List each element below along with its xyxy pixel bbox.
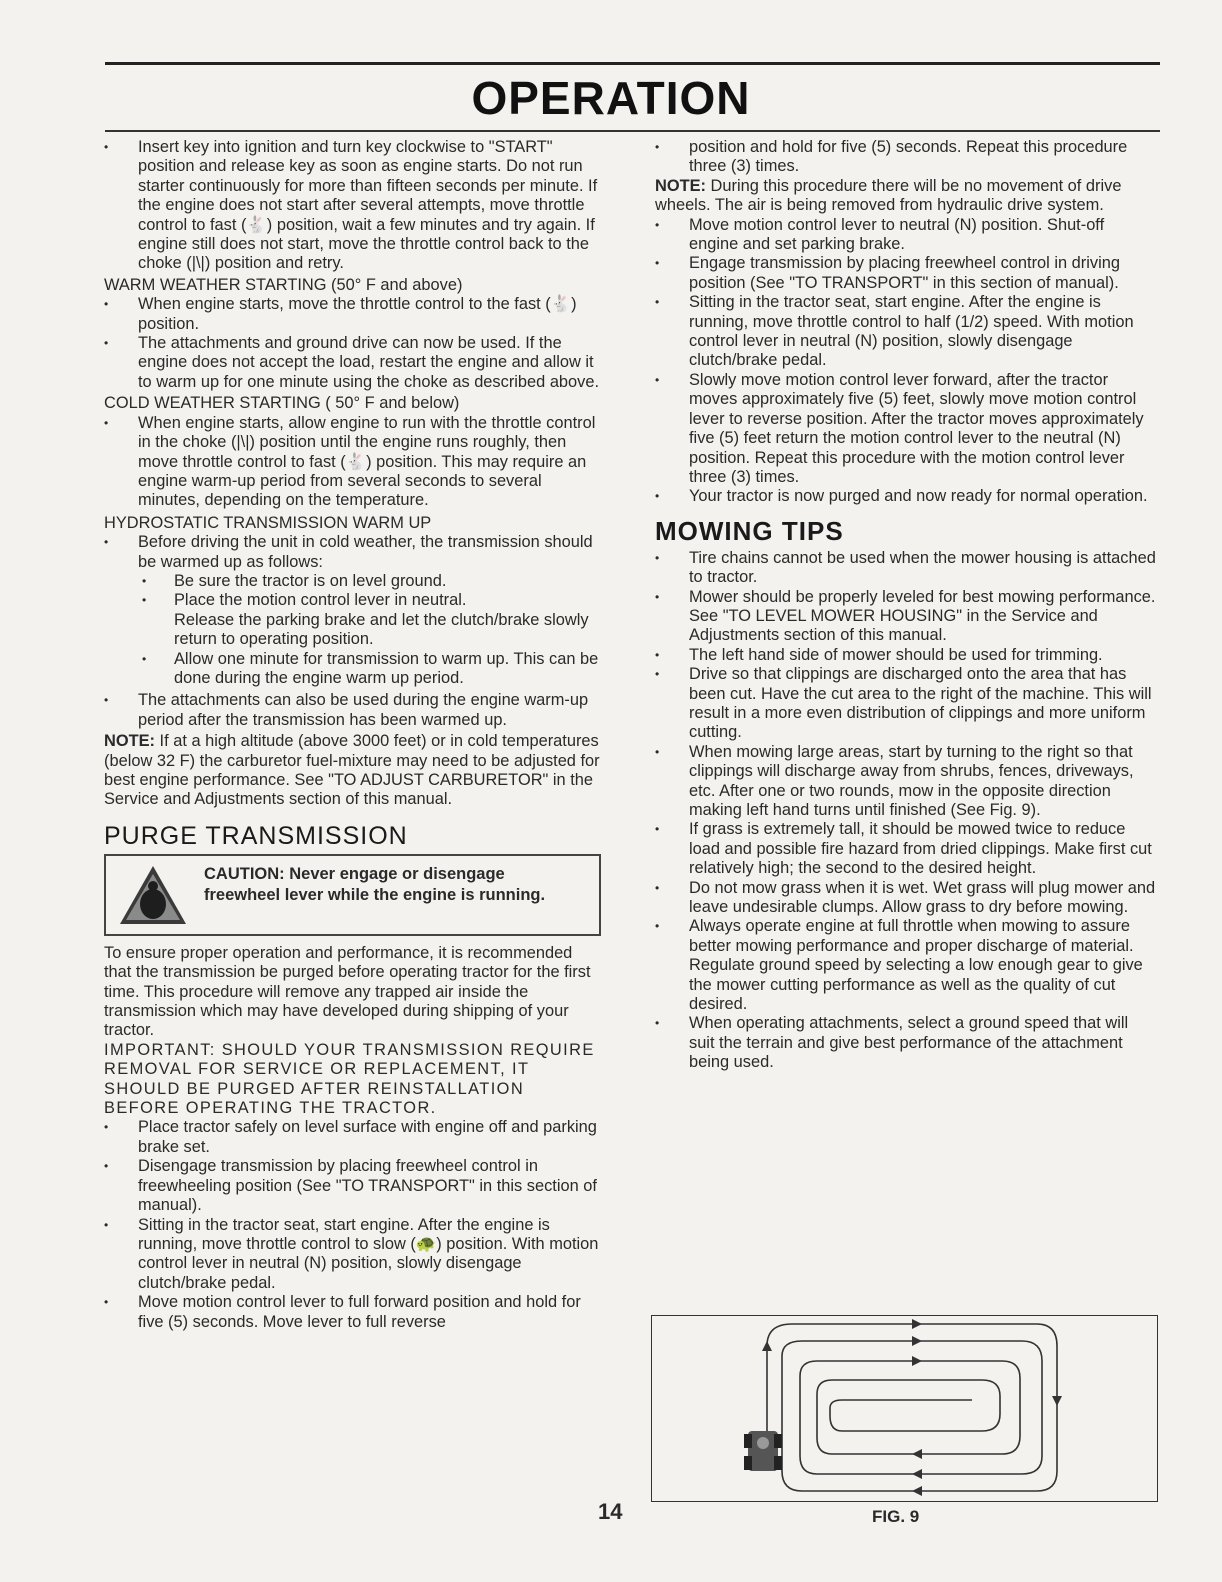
- mowing-pattern-diagram: [652, 1316, 1157, 1501]
- note-label: NOTE:: [104, 732, 155, 751]
- hydro-sub-3: • Allow one minute for transmission to warm up. This can be done during the engine warm up period.: [104, 650, 601, 689]
- left-column: [104, 138, 601, 1332]
- right-bullet-5: • Your tractor is now purged and now ready for normal operation.: [655, 487, 1157, 506]
- caution-box: [104, 854, 601, 936]
- purge-bullet-2: • Disengage transmission by placing freewheel control in freewheeling position (See "TO TRANSPORT" in this section of manual).: [104, 1157, 601, 1215]
- purge-bullet-3: • Sitting in the tractor seat, start engine. After the engine is running, move throttle control to slow (🐢) position. With motion control lever in neutral (N) position, slowly disengage clutch/brake pedal.: [104, 1216, 601, 1294]
- continued-text-body: position and hold for five (5) seconds. Repeat this procedure three (3) times.: [689, 138, 1128, 176]
- caution-text: [204, 864, 584, 906]
- right-bullet-3: • Sitting in the tractor seat, start engine. After the engine is running, move throttle control to half (1/2) speed. With motion control lever in neutral (N) position, slowly disengage clutch/brake pedal.: [655, 293, 1157, 371]
- mowing-tip-2: • Mower should be properly leveled for best mowing performance. See "TO LEVEL MOWER HOUSING" in the Service and Adjustments section of this manual.: [655, 588, 1157, 646]
- note-text: If at a high altitude (above 3000 feet) or in cold temperatures (below 32 F) the carburetor fuel-mixture may need to be adjusted for best engine performance. See "TO ADJUST CARBURETOR" in the Service and Adjustments section of this manual.: [104, 732, 600, 809]
- mowing-tips-heading: MOWING TIPS: [655, 515, 844, 546]
- top-rule: [105, 62, 1160, 65]
- purge-note: [655, 177, 1157, 216]
- figure-9-mowing-pattern: [651, 1315, 1158, 1502]
- page-title: OPERATION: [471, 72, 751, 124]
- mowing-tip-6: • If grass is extremely tall, it should be mowed twice to reduce load and possible fire hazard from dried clippings. Make first cut relatively high; the second to the desired height.: [655, 820, 1157, 878]
- mowing-tip-9: • When operating attachments, select a ground speed that will suit the terrain and give best performance of the attachment being used.: [655, 1014, 1157, 1072]
- caution-label: CAUTION:: [204, 864, 285, 883]
- purge-bullet-1: • Place tractor safely on level surface with engine off and parking brake set.: [104, 1118, 601, 1157]
- caution-body: Never engage or disengage freewheel lever while the engine is running.: [204, 864, 546, 904]
- hydro-sub-2: • Place the motion control lever in neutral.: [104, 591, 601, 610]
- right-bullet-4: • Slowly move motion control lever forward, after the tractor moves approximately five (5) feet, slowly move motion control lever to reverse position. After the tractor moves approximately five (5) feet return the motion control lever to the neutral (N) position. Repeat this procedure with the motion control lever three (3) times.: [655, 371, 1157, 487]
- hydro-sub-2b: Release the parking brake and let the clutch/brake slowly return to operating position.: [174, 610, 589, 649]
- mowing-tip-3: • The left hand side of mower should be used for trimming.: [655, 646, 1157, 665]
- purge-paragraph: To ensure proper operation and performance, it is recommended that the transmission be purged before operating tractor for the first time. This procedure will remove any trapped air inside the transmission which may have developed during shipping of your tractor.: [104, 943, 591, 1040]
- warm-weather-heading: WARM WEATHER STARTING (50° F and above): [104, 275, 463, 294]
- right-column: [655, 138, 1157, 1073]
- hydro-bullet-2: • The attachments can also be used during the engine warm-up period after the transmission has been warmed up.: [104, 691, 601, 730]
- purge-note-text: During this procedure there will be no movement of drive wheels. The air is being removed from hydraulic drive system.: [655, 176, 1122, 215]
- hydro-sub-1: • Be sure the tractor is on level ground.: [104, 572, 601, 591]
- title-rule: [105, 130, 1160, 132]
- mowing-tip-5: • When mowing large areas, start by turning to the right so that clippings will discharge away from shrubs, fences, driveways, etc. After one or two rounds, mow in the opposite direction making left hand turns until finished (See Fig. 9).: [655, 743, 1157, 821]
- continued-text: [655, 138, 1157, 177]
- figure-caption: FIG. 9: [872, 1507, 920, 1526]
- hydro-bullet-1: • Before driving the unit in cold weather, the transmission should be warmed up as follows:: [104, 533, 601, 572]
- mowing-tip-8: • Always operate engine at full throttle when mowing to assure better mowing performance and proper discharge of material. Regulate ground speed by selecting a low enough gear to give the mower cutting performance as well as the quality of cut desired.: [655, 917, 1157, 1014]
- purge-bullet-4: • Move motion control lever to full forward position and hold for five (5) seconds. Move lever to full reverse: [104, 1293, 601, 1332]
- right-bullet-1: • Move motion control lever to neutral (N) position. Shut-off engine and set parking brake.: [655, 216, 1157, 255]
- page-number: 14: [598, 1499, 623, 1524]
- mowing-tip-1: • Tire chains cannot be used when the mower housing is attached to tractor.: [655, 549, 1157, 588]
- warm-bullet-1: • When engine starts, move the throttle control to the fast (🐇) position.: [104, 295, 601, 334]
- mowing-tip-4: • Drive so that clippings are discharged onto the area that has been cut. Have the cut area to the right of the machine. This will result in a more even distribution of clippings and more uniform cutting.: [655, 665, 1157, 743]
- mowing-tip-7: • Do not mow grass when it is wet. Wet grass will plug mower and leave undesirable clumps. Allow grass to dry before mowing.: [655, 879, 1157, 918]
- warm-bullet-2: • The attachments and ground drive can now be used. If the engine does not accept the load, restart the engine and allow it to warm up for one minute using the choke as described above.: [104, 334, 601, 392]
- cold-weather-heading: COLD WEATHER STARTING ( 50° F and below): [104, 394, 460, 413]
- purge-heading: PURGE TRANSMISSION: [104, 821, 408, 850]
- cold-bullet-1: • When engine starts, allow engine to run with the throttle control in the choke (|\|) position until the engine runs roughly, then move throttle control to fast (🐇) position. This may require an engine warm-up period from several seconds to several minutes, depending on the temperature.: [104, 414, 601, 511]
- right-bullet-2: • Engage transmission by placing freewheel control in driving position (See "TO TRANSPORT" in this section of manual).: [655, 254, 1157, 293]
- altitude-note: [104, 732, 601, 810]
- hydrostatic-heading: HYDROSTATIC TRANSMISSION WARM UP: [104, 513, 432, 532]
- important-notice: IMPORTANT: SHOULD YOUR TRANSMISSION REQUIRE REMOVAL FOR SERVICE OR REPLACEMENT, IT SHOULD BE PURGED AFTER REINSTALLATION BEFORE OPERATING THE TRACTOR.: [104, 1040, 595, 1118]
- warning-triangle-icon: [118, 864, 188, 926]
- note-label-right: NOTE:: [655, 176, 706, 195]
- start-bullet: • Insert key into ignition and turn key clockwise to "START" position and release key as soon as engine starts. Do not run starter continuously for more than fifteen seconds per minute. If the engine does not start after several attempts, move throttle control to fast (🐇) position, wait a few minutes and try again. If engine still does not start, move the throttle control back to the choke (|\|) position and retry.: [104, 138, 601, 274]
- tractor-icon: [744, 1431, 782, 1471]
